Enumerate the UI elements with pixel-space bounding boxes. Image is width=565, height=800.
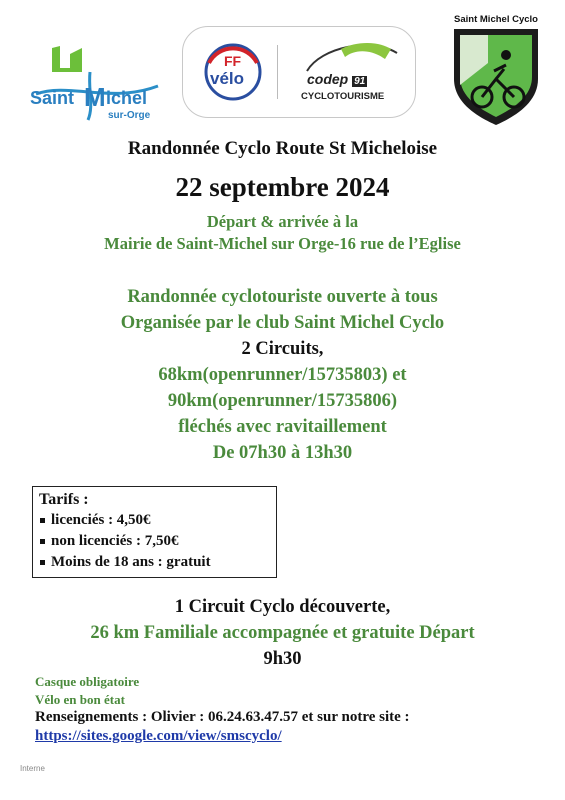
decouverte-line-3: 9h30	[263, 649, 302, 669]
club-website-link[interactable]: https://sites.google.com/view/smscyclo/	[35, 728, 282, 744]
desc-68km: 68km(openrunner/15735803) et	[158, 365, 407, 385]
note-velo: Vélo en bon état	[35, 692, 125, 707]
saint-michel-logo	[30, 42, 170, 122]
footer-interne: Interne	[20, 764, 45, 773]
renseignements: Renseignements : Olivier : 06.24.63.47.57 et sur notre site :	[35, 709, 410, 725]
event-title: Randonnée Cyclo Route St Micheloise	[127, 138, 438, 159]
ffvelo-velo: vélo	[210, 69, 245, 88]
decouverte-line-2: 26 km Familiale accompagnée et gratuite Départ	[90, 623, 475, 643]
sur-orge-text: sur-Orge	[108, 110, 151, 121]
desc-hours: De 07h30 à 13h30	[212, 443, 353, 463]
tarif-licencies: licenciés : 4,50€	[39, 510, 270, 531]
codep-text: codep	[307, 71, 349, 87]
decouverte-line-1: 1 Circuit Cyclo découverte,	[174, 597, 391, 617]
start-line-1: Départ & arrivée à la	[206, 212, 359, 231]
tarifs-title: Tarifs :	[39, 491, 89, 508]
codep-cyclotourisme: CYCLOTOURISME	[301, 91, 385, 102]
note-casque: Casque obligatoire	[35, 674, 140, 689]
club-logo	[444, 14, 548, 132]
club-logo-name: Saint Michel Cyclo	[454, 14, 538, 25]
club-shield-cyclist-icon	[444, 25, 548, 129]
codep-number: 91	[354, 76, 366, 87]
ffvelo-ff: FF	[224, 53, 242, 69]
partner-logos-box	[182, 26, 416, 118]
desc-organised: Organisée par le club Saint Michel Cyclo	[120, 313, 445, 333]
desc-circuits: 2 Circuits,	[241, 339, 324, 359]
event-date: 22 septembre 2024	[175, 172, 390, 202]
tarif-non-licencies: non licenciés : 7,50€	[39, 531, 270, 552]
tarif-moins-18: Moins de 18 ans : gratuit	[39, 552, 270, 573]
saint-michel-m: M	[84, 82, 106, 112]
start-line-2: Mairie de Saint-Michel sur Orge-16 rue de l’Eglise	[104, 234, 461, 253]
saint-michel-text: Saint	[30, 88, 75, 108]
desc-open: Randonnée cyclotouriste ouverte à tous	[127, 287, 438, 307]
michel-text: ichel	[106, 88, 148, 108]
tarifs-box	[32, 486, 277, 578]
desc-90km: 90km(openrunner/15735806)	[167, 391, 398, 411]
desc-flechés: fléchés avec ravitaillement	[178, 417, 387, 437]
